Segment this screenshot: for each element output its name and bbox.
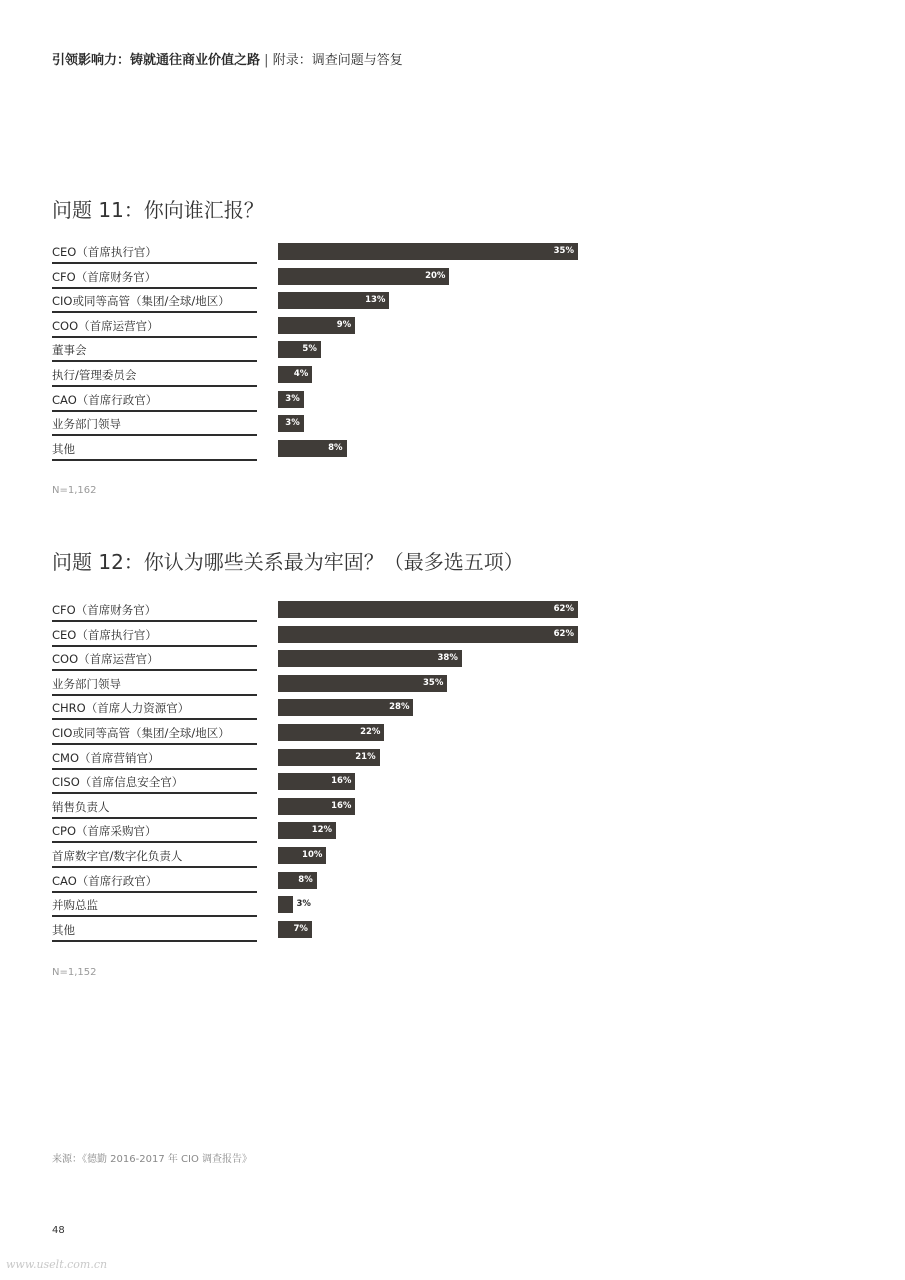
category-label: 业务部门领导 [52, 674, 257, 696]
chart-row [52, 894, 582, 919]
chart-2-sample-size: N=1,152 [52, 967, 97, 978]
source-note: 来源：《德勤 2016-2017 年 CIO 调查报告》 [52, 1154, 253, 1165]
chart-row [52, 722, 582, 747]
bar [278, 896, 293, 913]
data-label: 8% [328, 442, 343, 453]
data-label: 3% [285, 393, 300, 404]
chart-row [52, 919, 582, 944]
data-label: 20% [425, 270, 446, 281]
bar [278, 243, 578, 260]
chart-row [52, 820, 582, 845]
category-label: CAO（首席行政官） [52, 390, 257, 412]
data-label: 16% [331, 800, 352, 811]
data-label: 38% [437, 653, 458, 664]
data-label: 16% [331, 776, 352, 787]
data-label: 62% [553, 628, 574, 639]
data-label: 7% [293, 923, 308, 934]
chart-row [52, 413, 582, 438]
data-label: 10% [302, 850, 323, 860]
chart-1-sample-size: N=1,162 [52, 485, 97, 496]
category-label: CEO（首席执行官） [52, 625, 257, 647]
chart-row [52, 796, 582, 821]
chart-row [52, 697, 582, 722]
data-label: 8% [298, 874, 313, 885]
category-label: 其他 [52, 920, 257, 942]
section-subtitle: 附录：调查问题与答复 [272, 53, 403, 68]
category-label: 并购总监 [52, 895, 257, 917]
category-label: 销售负责人 [52, 797, 257, 819]
category-label: COO（首席运营官） [52, 649, 257, 671]
chart-row [52, 845, 582, 870]
chart-row [52, 241, 582, 266]
chart-row [52, 648, 582, 673]
data-label: 35% [553, 246, 574, 256]
bar [278, 268, 449, 285]
category-label: 其他 [52, 439, 257, 461]
category-label: CIO或同等高管（集团/全球/地区） [52, 291, 257, 313]
chart-row [52, 438, 582, 463]
chart-row [52, 290, 582, 315]
header-separator: | [264, 53, 269, 68]
category-label: CEO（首席执行官） [52, 242, 257, 264]
chart-row [52, 364, 582, 389]
category-label: CPO（首席采购官） [52, 821, 257, 843]
chart-row [52, 266, 582, 291]
category-label: CFO（首席财务官） [52, 267, 257, 289]
data-label: 3% [296, 899, 311, 910]
category-label: 业务部门领导 [52, 414, 257, 436]
bar [278, 601, 578, 618]
chart-2 [52, 599, 582, 944]
category-label: CHRO（首席人力资源官） [52, 698, 257, 720]
data-label: 35% [423, 677, 444, 688]
chart-row [52, 673, 582, 698]
chart-row [52, 771, 582, 796]
category-label: 董事会 [52, 340, 257, 362]
category-label: 执行/管理委员会 [52, 365, 257, 387]
chart-1 [52, 241, 582, 463]
report-title: 引领影响力：铸就通往商业价值之路 [52, 53, 261, 68]
bar [278, 650, 462, 667]
data-label: 28% [389, 702, 410, 713]
category-label: CFO（首席财务官） [52, 600, 257, 622]
category-label: CAO（首席行政官） [52, 871, 257, 893]
chart-row [52, 747, 582, 772]
data-label: 12% [311, 825, 333, 836]
chart-row [52, 599, 582, 624]
chart-row [52, 315, 582, 340]
category-label: COO（首席运营官） [52, 316, 257, 338]
data-label: 3% [285, 418, 300, 429]
data-label: 21% [355, 751, 376, 762]
bar [278, 675, 447, 692]
page-number: 48 [52, 1225, 65, 1236]
chart-1-title: 问题 11：你向谁汇报？ [52, 198, 264, 222]
data-label: 5% [302, 344, 317, 355]
chart-row [52, 389, 582, 414]
chart-row [52, 870, 582, 895]
data-label: 13% [365, 295, 386, 306]
chart-row [52, 624, 582, 649]
chart-row [52, 339, 582, 364]
chart-2-title: 问题 12：你认为哪些关系最为牢固？（最多选五项） [52, 550, 524, 574]
category-label: CMO（首席营销官） [52, 748, 257, 770]
data-label: 4% [293, 369, 309, 379]
category-label: CISO（首席信息安全官） [52, 772, 257, 794]
bar [278, 626, 578, 643]
data-label: 22% [360, 727, 381, 737]
category-label: CIO或同等高管（集团/全球/地区） [52, 723, 257, 745]
page-header [52, 49, 403, 68]
category-label: 首席数字官/数字化负责人 [52, 846, 257, 868]
data-label: 9% [336, 319, 352, 330]
data-label: 62% [553, 604, 574, 614]
watermark: www.uselt.com.cn [6, 1258, 108, 1271]
